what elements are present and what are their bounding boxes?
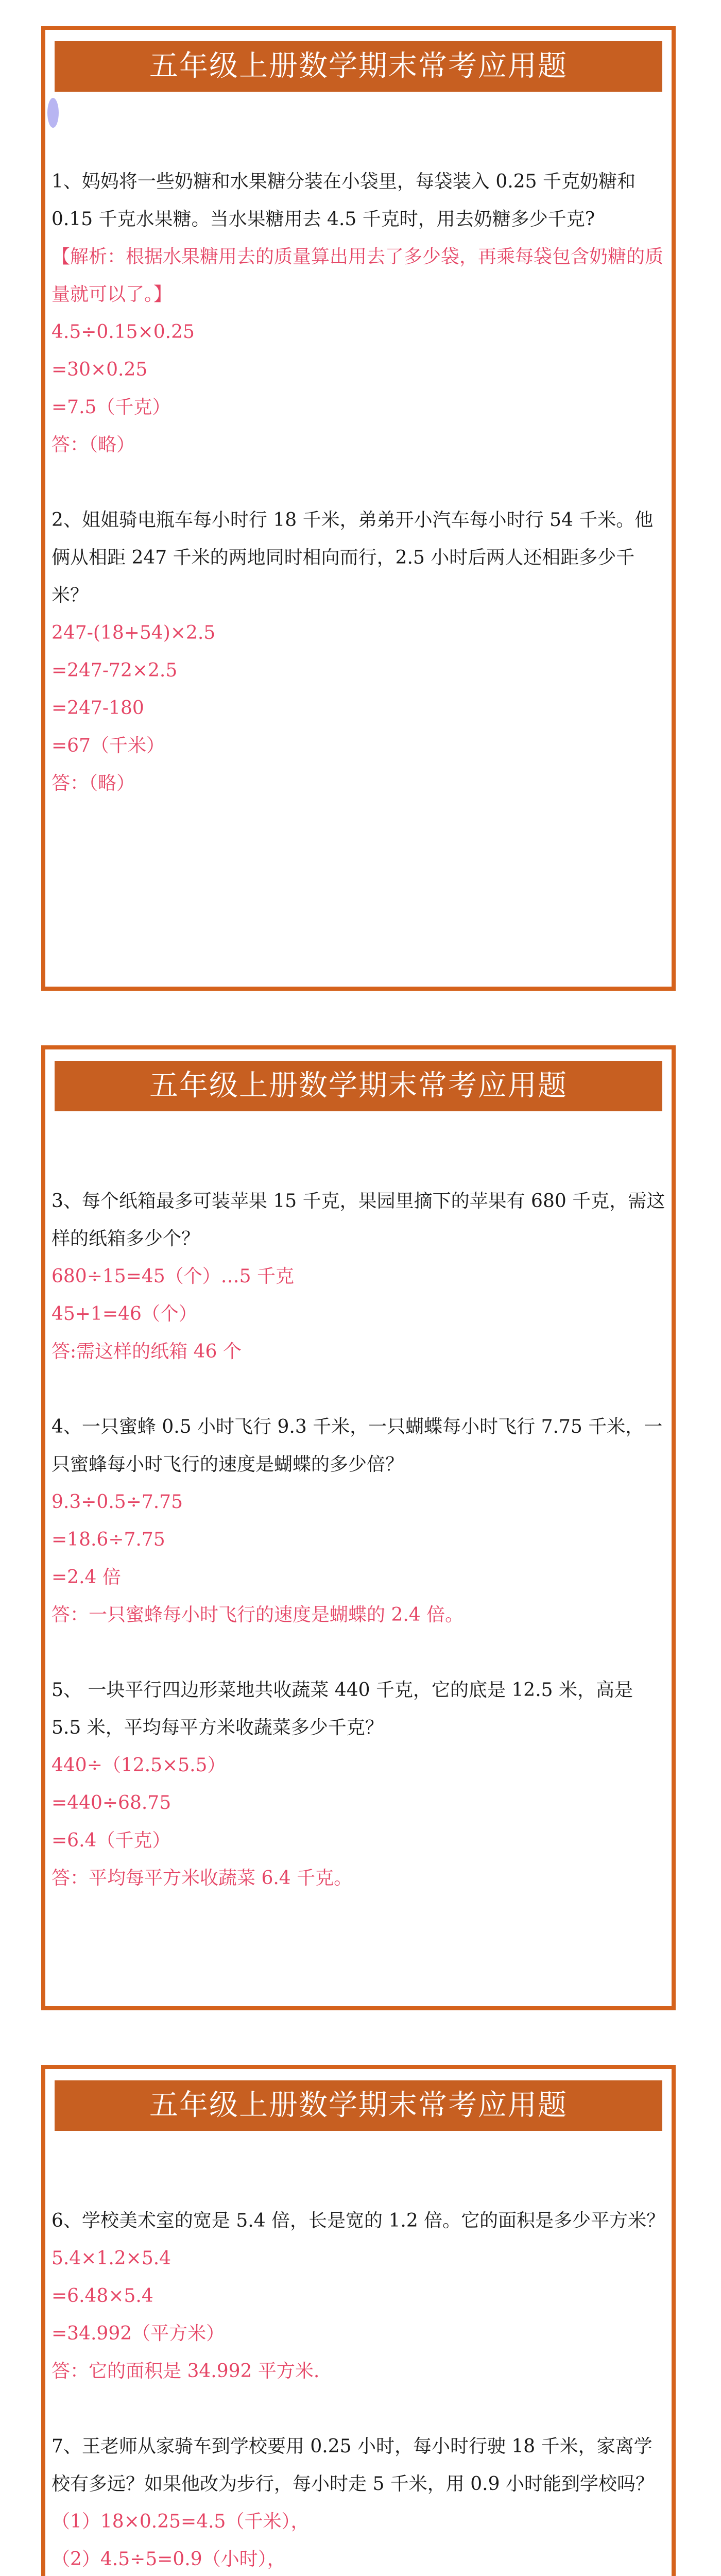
answer-line: 答：它的面积是 34.992 平方米. xyxy=(52,2361,320,2382)
worksheet-panel-1 xyxy=(41,26,676,991)
worksheet-panel-2 xyxy=(41,1045,676,2010)
answer-line: 247-(18+54)×2.5 xyxy=(52,622,216,643)
answer-line: =6.48×5.4 xyxy=(52,2285,153,2307)
question-4: 4、一只蜜蜂 0.5 小时飞行 9.3 千米，一只蝴蝶每小时飞行 7.75 千米，一只蜜蜂每小时飞行的速度是蝴蝶的多少倍？ xyxy=(52,1416,663,1475)
answer-line: =34.992（平方米） xyxy=(52,2323,225,2344)
question-3: 3、每个纸箱最多可装苹果 15 千克，果园里摘下的苹果有 680 千克，需这样的纸箱多少个？ xyxy=(52,1191,665,1249)
answer-line: 答：一只蜜蜂每小时飞行的速度是蝴蝶的 2.4 倍。 xyxy=(52,1604,464,1625)
answer-line: 9.3÷0.5÷7.75 xyxy=(52,1492,183,1513)
bullet-dot xyxy=(47,98,59,128)
panel-title: 五年级上册数学期末常考应用题 xyxy=(55,41,662,92)
answer-line: 4.5÷0.15×0.25 xyxy=(52,321,195,343)
answer-line: =67（千米） xyxy=(52,735,165,756)
answer-line: 答：（略） xyxy=(52,773,135,794)
answer-line: 440÷（12.5×5.5） xyxy=(52,1755,226,1776)
answer-line: =18.6÷7.75 xyxy=(52,1529,165,1550)
answer-line: 680÷15=45（个）…5 千克 xyxy=(52,1266,295,1287)
panel-title: 五年级上册数学期末常考应用题 xyxy=(55,1061,662,1111)
answer-line: =2.4 倍 xyxy=(52,1567,121,1588)
answer-line: 45+1=46（个） xyxy=(52,1303,197,1325)
panel-content xyxy=(52,2202,665,2576)
answer-line: =247-72×2.5 xyxy=(52,660,178,681)
answer-line: =6.4（千克） xyxy=(52,1830,171,1851)
question-1: 1、妈妈将一些奶糖和水果糖分装在小袋里，每袋装入 0.25 千克奶糖和 0.15 千克水果糖。当水果糖用去 4.5 千克时，用去奶糖多少千克? xyxy=(52,171,636,230)
answer-line: 答：平均每平方米收蔬菜 6.4 千克。 xyxy=(52,1868,353,1889)
answer-line: 答:需这样的纸箱 46 个 xyxy=(52,1341,242,1362)
answer-line: （1）18×0.25=4.5（千米）， xyxy=(52,2511,310,2532)
answer-line: （2）4.5÷5=0.9（小时）， xyxy=(52,2549,286,2570)
panel-content xyxy=(52,1182,665,1897)
worksheet-panel-3 xyxy=(41,2065,676,2576)
answer-line: 【解析：根据水果糖用去的质量算出用去了多少袋，再乘每袋包含奶糖的质量就可以了。】 xyxy=(52,246,664,305)
answer-line: =247-180 xyxy=(52,698,144,719)
question-7: 7、王老师从家骑车到学校要用 0.25 小时，每小时行驶 18 千米，家离学校有多远？如果他改为步行，每小时走 5 千米，用 0.9 小时能到学校吗？ xyxy=(52,2436,654,2495)
answer-line: 5.4×1.2×5.4 xyxy=(52,2248,171,2269)
question-5: 5、 一块平行四边形菜地共收蔬菜 440 千克，它的底是 12.5 米，高是 5.5 米，平均每平方米收蔬菜多少千克？ xyxy=(52,1680,633,1738)
panel-content xyxy=(52,163,665,802)
question-6: 6、学校美术室的宽是 5.4 倍，长是宽的 1.2 倍。它的面积是多少平方米？ xyxy=(52,2210,665,2231)
answer-line: =30×0.25 xyxy=(52,359,148,380)
question-2: 2、姐姐骑电瓶车每小时行 18 千米，弟弟开小汽车每小时行 54 千米。他俩从相距 247 千米的两地同时相向而行，2.5 小时后两人还相距多少千米？ xyxy=(52,510,654,606)
answer-line: =440÷68.75 xyxy=(52,1792,171,1814)
panel-title: 五年级上册数学期末常考应用题 xyxy=(55,2080,662,2131)
answer-line: 答：（略） xyxy=(52,434,135,455)
answer-line: =7.5（千克） xyxy=(52,397,171,418)
